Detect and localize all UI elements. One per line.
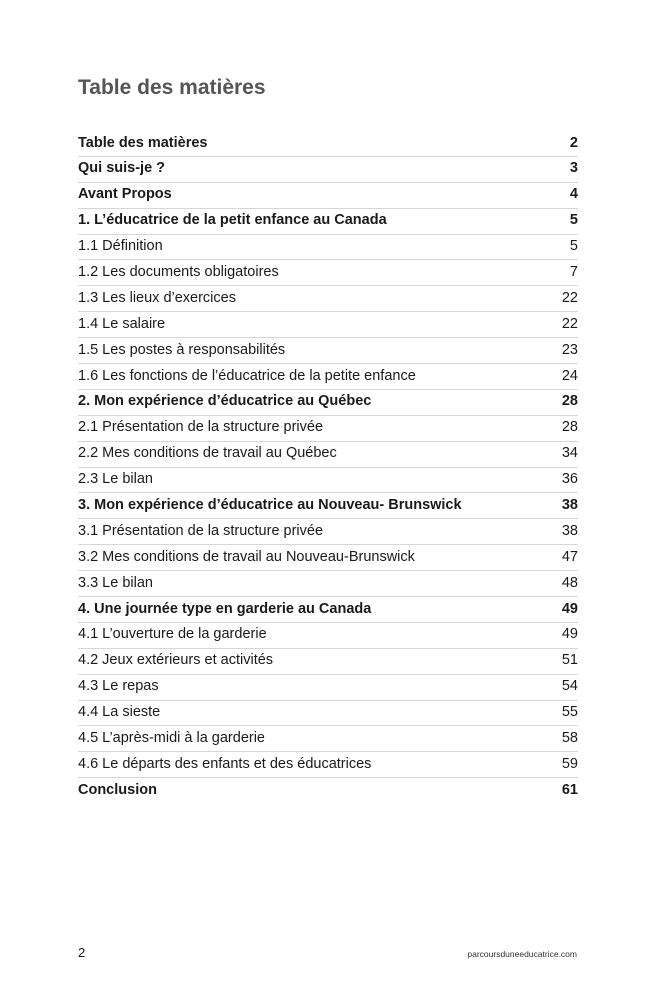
toc-entry-label: 1.4 Le salaire [78, 315, 166, 332]
toc-entry-page-number: 51 [561, 652, 578, 669]
toc-entry-label: 4.5 L’après-midi à la garderie [78, 729, 265, 746]
toc-entry-label: 2. Mon expérience d’éducatrice au Québec [78, 393, 372, 410]
toc-entry[interactable] [78, 752, 578, 778]
toc-entry-page-number: 36 [561, 471, 578, 488]
toc-entry-label: 2.1 Présentation de la structure privée [78, 419, 324, 436]
toc-entry-page-number: 2 [569, 134, 578, 151]
toc-entry-label: 1.6 Les fonctions de l’éducatrice de la petite enfance [78, 367, 416, 384]
toc-entry-page-number: 22 [561, 315, 578, 332]
toc-entry[interactable] [78, 519, 578, 545]
toc-entry-label: 4. Une journée type en garderie au Canada [78, 600, 372, 617]
toc-entry-page-number: 47 [561, 548, 578, 565]
toc-entry-label: 4.2 Jeux extérieurs et activités [78, 652, 274, 669]
toc-entry-page-number: 61 [561, 782, 578, 799]
toc-entry-label: 1.5 Les postes à responsabilités [78, 341, 286, 358]
toc-entry-label: Qui suis-je ? [78, 160, 166, 177]
toc-entry-label: 4.1 L’ouverture de la garderie [78, 626, 267, 643]
toc-entry-page-number: 49 [561, 600, 578, 617]
toc-entry[interactable] [78, 260, 578, 286]
toc-entry[interactable] [78, 778, 578, 804]
toc-entry[interactable] [78, 157, 578, 183]
toc-entry-page-number: 55 [561, 704, 578, 721]
toc-entry-label: 2.2 Mes conditions de travail au Québec [78, 445, 337, 462]
toc-entry[interactable] [78, 235, 578, 261]
toc-entry-page-number: 5 [569, 238, 578, 255]
toc-entry-label: Avant Propos [78, 186, 172, 203]
toc-entry-label: 3.3 Le bilan [78, 574, 153, 591]
toc-entry[interactable] [78, 183, 578, 209]
toc-entry-page-number: 28 [561, 419, 578, 436]
toc-entry-label: 2.3 Le bilan [78, 471, 153, 488]
toc-entry[interactable] [78, 493, 578, 519]
toc-entry[interactable] [78, 623, 578, 649]
toc-entry-label: 3.1 Présentation de la structure privée [78, 522, 324, 539]
toc-entry[interactable] [78, 545, 578, 571]
toc-entry-page-number: 5 [569, 212, 578, 229]
toc-entry-label: 4.6 Le départs des enfants et des éducatrices [78, 755, 372, 772]
toc-entry-page-number: 28 [561, 393, 578, 410]
toc-entry-label: 1. L’éducatrice de la petit enfance au Canada [78, 212, 387, 229]
toc-entry[interactable] [78, 390, 578, 416]
toc-entry-page-number: 58 [561, 729, 578, 746]
table-of-contents [78, 131, 578, 804]
toc-entry[interactable] [78, 675, 578, 701]
page-title: Table des matières [78, 76, 266, 99]
toc-entry-page-number: 38 [561, 496, 578, 513]
toc-entry-label: 1.3 Les lieux d’exercices [78, 289, 236, 306]
toc-entry-page-number: 22 [561, 289, 578, 306]
toc-entry-label: 1.1 Définition [78, 238, 163, 255]
toc-entry[interactable] [78, 209, 578, 235]
toc-entry[interactable] [78, 442, 578, 468]
toc-entry-label: 4.3 Le repas [78, 678, 159, 695]
toc-entry-label: 1.2 Les documents obligatoires [78, 263, 279, 280]
toc-entry-page-number: 3 [569, 160, 578, 177]
toc-entry[interactable] [78, 364, 578, 390]
toc-entry[interactable] [78, 701, 578, 727]
toc-entry-page-number: 34 [561, 445, 578, 462]
toc-entry[interactable] [78, 131, 578, 157]
toc-entry-label: 3.2 Mes conditions de travail au Nouveau-Brunswick [78, 548, 415, 565]
footer-website: parcoursduneeducatrice.com [467, 949, 577, 959]
toc-entry[interactable] [78, 571, 578, 597]
toc-entry[interactable] [78, 597, 578, 623]
toc-entry[interactable] [78, 468, 578, 494]
toc-entry-page-number: 48 [561, 574, 578, 591]
toc-entry-page-number: 7 [569, 263, 578, 280]
toc-entry-label: Table des matières [78, 134, 208, 151]
toc-entry[interactable] [78, 649, 578, 675]
toc-entry-label: 3. Mon expérience d’éducatrice au Nouveau- Brunswick [78, 496, 462, 513]
toc-entry[interactable] [78, 416, 578, 442]
toc-entry[interactable] [78, 726, 578, 752]
toc-entry-page-number: 54 [561, 678, 578, 695]
toc-entry[interactable] [78, 286, 578, 312]
toc-entry-label: Conclusion [78, 782, 157, 799]
footer-page-number: 2 [78, 945, 86, 960]
toc-entry-page-number: 49 [561, 626, 578, 643]
toc-entry-page-number: 59 [561, 755, 578, 772]
toc-entry-page-number: 38 [561, 522, 578, 539]
toc-entry-page-number: 23 [561, 341, 578, 358]
toc-entry-page-number: 4 [569, 186, 578, 203]
toc-entry-label: 4.4 La sieste [78, 704, 161, 721]
toc-entry-page-number: 24 [561, 367, 578, 384]
toc-entry[interactable] [78, 338, 578, 364]
toc-entry[interactable] [78, 312, 578, 338]
